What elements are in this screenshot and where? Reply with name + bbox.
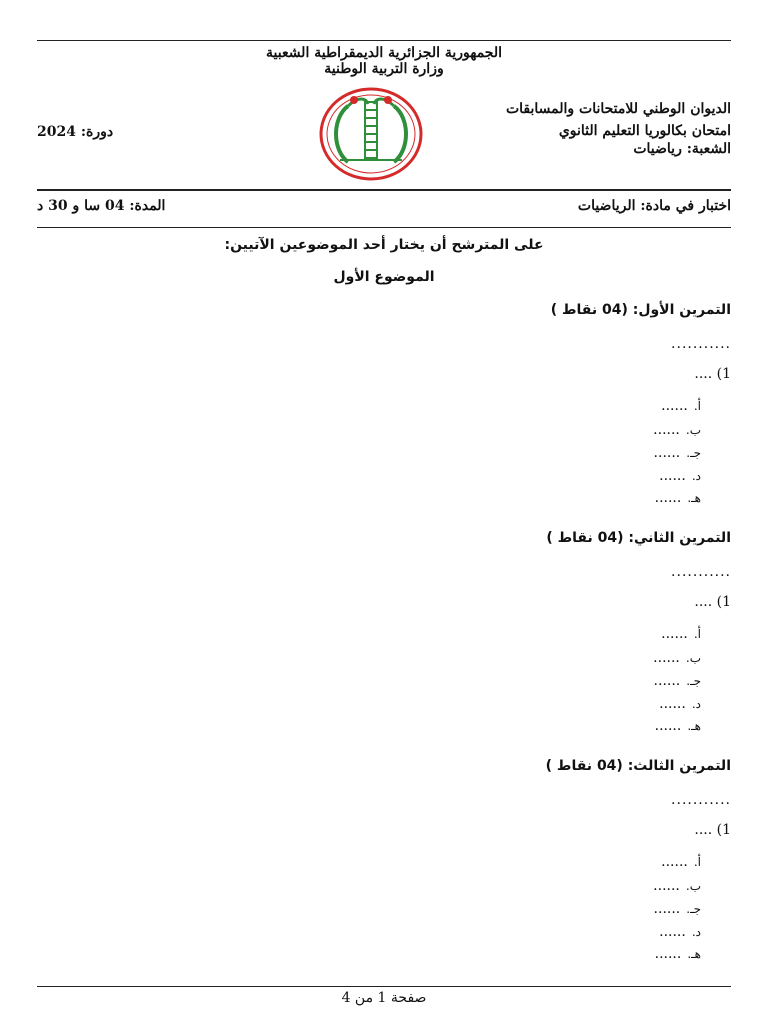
exercise-1-intro: ........... xyxy=(671,336,731,352)
exercise-1-question-1: .... (1 xyxy=(694,366,731,382)
item-text: ...... xyxy=(653,901,681,917)
item-letter: جـ. xyxy=(686,674,701,688)
stream-name: الشعبة: رياضيات xyxy=(633,141,731,157)
item-text: ...... xyxy=(654,490,682,506)
item-letter: أ. xyxy=(693,399,701,413)
exercise-1-item-d xyxy=(659,468,701,484)
exercise-2-item-e xyxy=(655,718,701,734)
item-text: ...... xyxy=(654,946,682,962)
item-text: ...... xyxy=(661,626,688,642)
item-letter: هـ. xyxy=(687,491,701,505)
item-letter: جـ. xyxy=(686,902,701,916)
subject-bottom-rule xyxy=(37,227,731,228)
exercise-3-title: التمرين الثالث: (04 نقاط ) xyxy=(545,758,731,774)
item-text: ...... xyxy=(659,696,686,712)
item-letter: أ. xyxy=(693,627,701,641)
exercise-3-intro: ........... xyxy=(671,792,731,808)
item-text: ...... xyxy=(659,468,686,484)
exercise-1-item-e xyxy=(655,490,701,506)
session-label: دورة: 2024 xyxy=(37,124,114,140)
item-letter: د. xyxy=(691,697,701,711)
item-letter: د. xyxy=(691,925,701,939)
item-text: ...... xyxy=(653,878,680,894)
item-text: ...... xyxy=(653,422,680,438)
item-letter: ب. xyxy=(685,423,701,437)
instruction: على المترشح أن يختار أحد الموضوعين الآتيين: xyxy=(224,237,544,253)
exercise-2-item-a xyxy=(661,626,701,642)
item-text: ...... xyxy=(659,924,686,940)
item-letter: ب. xyxy=(685,651,701,665)
exam-name: امتحان بكالوريا التعليم الثانوي xyxy=(558,123,731,139)
exercise-3-item-a xyxy=(661,854,701,870)
onec-logo-emblem xyxy=(318,86,424,182)
item-text: ...... xyxy=(653,673,681,689)
exercise-1-title: التمرين الأول: (04 نقاط ) xyxy=(550,302,731,318)
office-name: الديوان الوطني للامتحانات والمسابقات xyxy=(505,101,731,117)
republic-title: الجمهورية الجزائرية الديمقراطية الشعبية xyxy=(265,45,502,61)
item-letter: هـ. xyxy=(687,719,701,733)
item-letter: هـ. xyxy=(687,947,701,961)
duration-label: المدة: 04 سا و 30 د xyxy=(37,198,166,214)
item-letter: ب. xyxy=(685,879,701,893)
ministry-title: وزارة التربية الوطنية xyxy=(324,61,444,77)
exercise-3-item-c xyxy=(654,901,701,917)
item-text: ...... xyxy=(661,398,688,414)
exercise-2-item-c xyxy=(654,673,701,689)
topic-title: الموضوع الأول xyxy=(333,269,435,285)
footer-rule xyxy=(37,986,731,987)
item-letter: جـ. xyxy=(686,446,701,460)
exercise-1-item-a xyxy=(661,398,701,414)
page-number: صفحة 1 من 4 xyxy=(341,990,427,1006)
exercise-3-item-e xyxy=(655,946,701,962)
item-text: ...... xyxy=(654,718,682,734)
exercise-3-item-b xyxy=(653,878,701,894)
exercise-2-title: التمرين الثاني: (04 نقاط ) xyxy=(546,530,731,546)
item-letter: د. xyxy=(691,469,701,483)
exercise-2-question-1: .... (1 xyxy=(694,594,731,610)
exercise-3-question-1: .... (1 xyxy=(694,822,731,838)
subject-label: اختبار في مادة: الرياضيات xyxy=(577,198,731,214)
subject-top-rule xyxy=(37,189,731,191)
exercise-2-intro: ........... xyxy=(671,564,731,580)
exercise-2-item-b xyxy=(653,650,701,666)
exercise-1-item-b xyxy=(653,422,701,438)
top-rule xyxy=(37,40,731,41)
item-letter: أ. xyxy=(693,855,701,869)
onec-logo xyxy=(318,86,424,182)
exercise-1-item-c xyxy=(654,445,701,461)
item-text: ...... xyxy=(661,854,688,870)
item-text: ...... xyxy=(653,650,680,666)
exercise-2-item-d xyxy=(659,696,701,712)
exercise-3-item-d xyxy=(659,924,701,940)
item-text: ...... xyxy=(653,445,681,461)
